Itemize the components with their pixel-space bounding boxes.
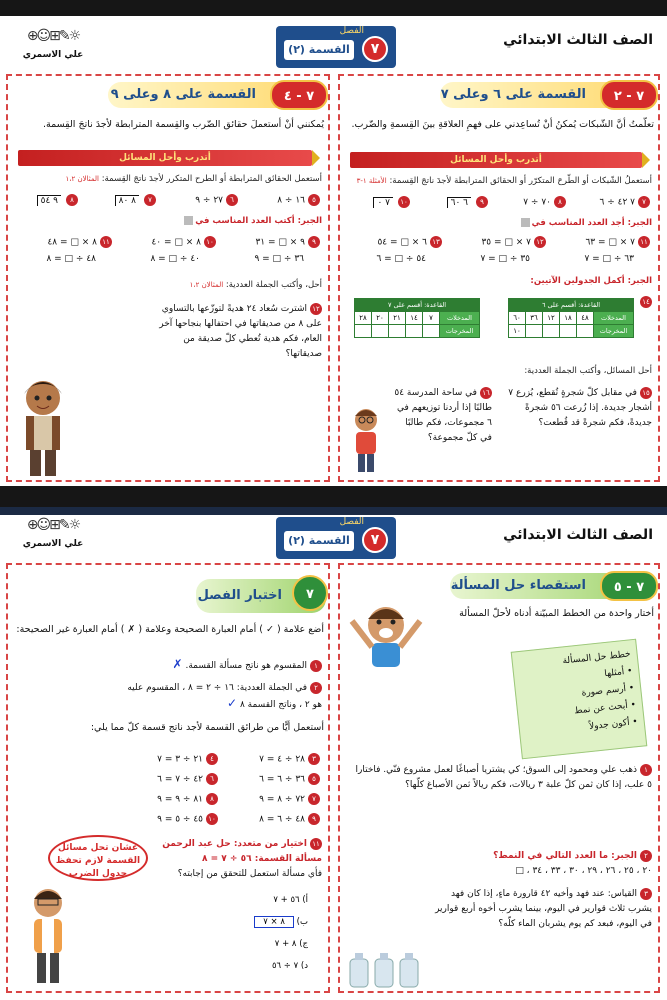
grade-title: الصف الثالث الابتدائي	[503, 32, 653, 48]
choice-c[interactable]: ج) ٨ + ٧	[274, 939, 308, 949]
lesson-objective: تعلّمتُ أنَّ الشّبكات يُمكنُ أنْ تُساعِدني على فهمِ العلاقةِ بينَ القِسمةِ والضّرب.	[351, 119, 654, 130]
lesson-objective: يُمكنني أنْ أستعملَ حقائق الضّرب والقِسمة المترابطة لأجدَ ناتجَ القِسمة.	[43, 119, 324, 130]
lesson-objective: أختار واحدة من الخطط المبيّنة أدناه لأحلّ المسألة	[459, 608, 654, 619]
note-item: • أمثلها	[603, 666, 633, 680]
check-mark-icon: ✓	[227, 696, 238, 710]
top-band	[0, 507, 667, 515]
problem-number: ٧	[638, 196, 650, 208]
lesson-title: القسمة على ٨ وعلى ٩	[110, 87, 256, 102]
chapter-test-header: ٧ اختبار الفصل	[196, 579, 326, 613]
problem: ٩٩ × □ = ٣١	[255, 236, 320, 248]
instruction-1	[357, 176, 652, 186]
problem	[585, 236, 650, 248]
lesson-header	[108, 82, 326, 108]
problem: ٧٨ ٨٠	[113, 194, 156, 206]
algebra-label: الجبر: أجد العدد المناسب في	[531, 218, 652, 228]
problem-number: ١٢	[534, 236, 546, 248]
chapter-badge: الفصل القسمة (٢) ٧	[276, 517, 396, 559]
word-problem-15: ١٥في مقابل كلّ شجرةٍ تُقطع، يُزرع ٧ أشجار جديدة. إذا زُرعت ٥٦ شجرةً جديدةً، فكم شجرةً قد قُطعت؟	[508, 388, 652, 428]
worksheet-page-2	[0, 507, 667, 1000]
lesson-header: ٧ - ٥ استقصاء حل المسألة	[450, 573, 656, 599]
boy-with-glasses-illustration	[346, 406, 386, 476]
lesson-header	[440, 82, 656, 108]
note-item: • أرسم صورة	[581, 683, 635, 699]
problem	[377, 236, 442, 248]
teacher-illustration	[18, 883, 78, 987]
problem: ١١٨ × □ = ٤٨	[47, 236, 112, 248]
test-instruction: أضع علامة ( ✓ ) أمام العبارة الصحيحة وعلامة ( ✗ ) أمام العبارة غير الصحيحة:	[16, 624, 324, 635]
pattern-problem-2: ٢الجبر: ما العدد التالي في النمط؟ ٢٠ ، ٢٥ ، ٢٦ ، ٢٩ ، ٣٠ ، ٣٣ ، ٣٤ ، □	[493, 851, 652, 876]
water-bottles-illustration	[346, 949, 422, 989]
problem-number: ١٠	[398, 196, 410, 208]
word-problem-16: ١٦في ساحة المدرسة ٥٤ طالبًا إذا أردنا توزيعهم في ٦ مجموعات، فكم طالبًا في كلّ مجموعة؟	[394, 388, 492, 443]
problem-line2: ٥٤ ÷ □ = ٦	[376, 254, 426, 264]
lesson-number: ٧ - ٢	[600, 80, 658, 110]
problem: ٨٨١ ÷ ٩ = ٩	[157, 793, 218, 805]
word-problem-12: ١٢اشترت سُعاد ٢٤ هديةً لتوزّعها بالتساوي على ٨ من صديقاتها في احتفالها بنجاحها آخر العام، فكم هدية تُعطي كلّ صديقة من صديقاتها؟	[159, 304, 322, 359]
problem	[523, 196, 566, 208]
chapter-word: الفصل	[339, 26, 364, 36]
strategies-note	[511, 639, 648, 760]
lesson-7-4-panel	[6, 74, 330, 482]
multiple-choice-11: ١١اختيار من متعدد: حل عبد الرحمن مسألة القسمة: ٥٦ ÷ ٧ = ٨ فأي مسألة استعمل للتحقق من إجابته؟	[162, 839, 322, 879]
problem: ٣٢٨ ÷ ٤ = ٧	[259, 753, 320, 765]
chapter-title: القسمة (٢)	[284, 40, 354, 60]
instruction-source: الأمثلة ١-٣	[356, 177, 387, 185]
algebra-instruction: الجبر: أكتب العدد المناسب في	[182, 216, 322, 226]
chapter-number: ٧	[362, 36, 388, 62]
problem	[481, 236, 546, 248]
word-problem-1: ١ذهب علي ومحمود إلى السوق؛ كي يشتريا أصباغًا لعمل مشروع فنّي. فاختارا ٥ علب، إذا كان ثمن كلّ علبة ٣ ريالات، فكم ريالاً ثمن الأصباغ كلّها؟	[355, 765, 652, 790]
problem-number-14: ١٤	[637, 296, 652, 308]
algebra-instruction	[519, 218, 652, 228]
lesson-7-2-panel	[338, 74, 660, 482]
wrong-mark-icon: ✗	[172, 657, 183, 671]
practice-banner: أتدرب وأحل المسائل	[18, 150, 312, 166]
problem-line2: ٤٠ ÷ □ = ٨	[150, 254, 200, 264]
problem-line2: ٦٣ ÷ □ = ٧	[584, 254, 634, 264]
problem-line2: ٣٥ ÷ □ = ٧	[480, 254, 530, 264]
excited-boy-illustration	[346, 595, 426, 675]
solve-instruction: أحل المسائل، وأكتب الجملة العددية:	[524, 366, 652, 376]
row-label: المخرجات	[594, 325, 634, 338]
row-label: المدخلات	[594, 312, 634, 325]
note-item: • أكون جدولاً	[588, 717, 639, 733]
chapter-test-panel	[6, 563, 330, 993]
problem-line2: ٣٦ ÷ □ = ٩	[254, 254, 304, 264]
problem-number: ٩	[476, 196, 488, 208]
problem: ٥٣٦ ÷ ٦ = ٦	[259, 773, 320, 785]
word-problem-3: ٣القياس: عند فهد وأخيه ٤٢ قارورة ماءٍ، إذا كان فهد يشرب ثلاث قوارير في اليوم، بينما يشرب أخوه أربع قوارير في اليوم، فبعد كم يوم يشربان الماء كلّه؟	[435, 889, 652, 929]
author-logo: ⊕☺⊞✎☼ علي الاسمري	[22, 517, 84, 549]
problem-number: ١١	[638, 236, 650, 248]
choice-a[interactable]: أ) ٥٦ + ٧	[273, 895, 308, 905]
instruction-text: أستعملُ الشّبكات أو الطّرحَ المتكرّر أو الحقائق المترابطة لأجدَ ناتجَ القِسمة:	[389, 176, 652, 186]
choice-b-selected[interactable]: ب) ٨ × ٧	[254, 917, 308, 927]
table-instruction	[530, 276, 652, 286]
problem-line2: ٤٨ ÷ □ = ٨	[46, 254, 96, 264]
table-rule: القاعدة: أقسم على ٦	[509, 299, 634, 312]
tip-speech-bubble: عشان تحل مسائل القسمة لازم تحفظ جدول الضرب	[48, 835, 148, 881]
problem-text: ٧ ٤٢ ÷ ٦	[599, 197, 635, 208]
table-rule: القاعدة: أقسم على ٧	[355, 299, 480, 312]
problem: ٩٤٨ ÷ ٦ = ٨	[259, 813, 320, 825]
rule-table-7: القاعدة: أقسم على ٧ المدخلات ٧ ١٤ ٢١ ٢٠ ٢٨ المخرجات	[354, 298, 480, 338]
problem	[445, 196, 488, 208]
problem: ١٠٨ × □ = ٤٠	[151, 236, 216, 248]
worksheet-page-1	[0, 16, 667, 486]
problem: ٤٢١ ÷ ٣ = ٧	[157, 753, 218, 765]
problem	[371, 196, 410, 208]
problem: ٥١٦ ÷ ٨	[277, 194, 320, 206]
lesson-title: القسمة على ٦ وعلى ٧	[440, 87, 586, 102]
logo-name: علي الاسمري	[22, 50, 84, 60]
problem-text: ٦ × □ = ٥٤	[377, 237, 427, 248]
division-instruction: أستعمل أيًّا من طرائق القسمة لأجد ناتج قسمة كلّ مما يلي:	[90, 722, 324, 733]
true-false-1: ١المقسوم هو ناتج مسألة القسمة. ✗	[12, 657, 322, 674]
algebra-label: الجبر: أكمل الجدولين الآتيين:	[530, 276, 652, 286]
chapter-badge	[276, 26, 396, 68]
rule-table-6: القاعدة: أقسم على ٦ المدخلات ٤٨ ١٨ ١٢ ٣٦ ٦٠ المخرجات ١٠	[508, 298, 634, 338]
lesson-number: ٧ - ٤	[270, 80, 328, 110]
problem-text: ٦ ٦٠	[447, 197, 471, 208]
solve-instruction: أحل، وأكتب الجملة العددية: المثالان ١،٢	[189, 280, 322, 290]
problem	[600, 196, 651, 208]
problem-text: ٧ × □ = ٦٣	[585, 237, 635, 248]
problem-number: ٨	[554, 196, 566, 208]
note-title: خطط حل المسألة	[562, 649, 632, 667]
boy-explorer-illustration	[12, 376, 74, 480]
problem-text: ٧٠ ÷ ٧	[523, 197, 551, 208]
note-item: • أبحث عن نمط	[573, 700, 637, 717]
problem-number: ١٣	[430, 236, 442, 248]
practice-banner: أتدرب وأحل المسائل	[350, 152, 642, 168]
instruction-1: أستعمل الحقائق المترابطة أو الطرح المتكرر لأجدَ ناتجَ القِسمة: المثالان ١،٢	[65, 174, 322, 184]
choice-d[interactable]: د) ٧ ÷ ٥٦	[271, 961, 308, 971]
logo-icons: ⊕☺⊞✎☼	[26, 28, 80, 44]
problem-text: ٧ × □ = ٣٥	[481, 237, 531, 248]
problem: ٨٩ ٥٤	[35, 194, 78, 206]
problem: ٦٤٢ ÷ ٧ = ٦	[157, 773, 218, 785]
grade-title: الصف الثالث الابتدائي	[503, 527, 653, 543]
true-false-2: ٢في الجملة العددية: ١٦ ÷ ٢ = ٨ ، المقسوم عليه هو ٢ ، وناتج القسمة ٨ ✓	[127, 683, 322, 710]
lesson-7-5-panel	[338, 563, 660, 993]
problem: ٦٢٧ ÷ ٩	[195, 194, 238, 206]
problem-text: ٧ ٠	[373, 197, 393, 208]
problem: ١٠٤٥ ÷ ٥ = ٩	[157, 813, 218, 825]
problem: ٧٧٢ ÷ ٨ = ٩	[259, 793, 320, 805]
author-logo	[22, 28, 84, 72]
